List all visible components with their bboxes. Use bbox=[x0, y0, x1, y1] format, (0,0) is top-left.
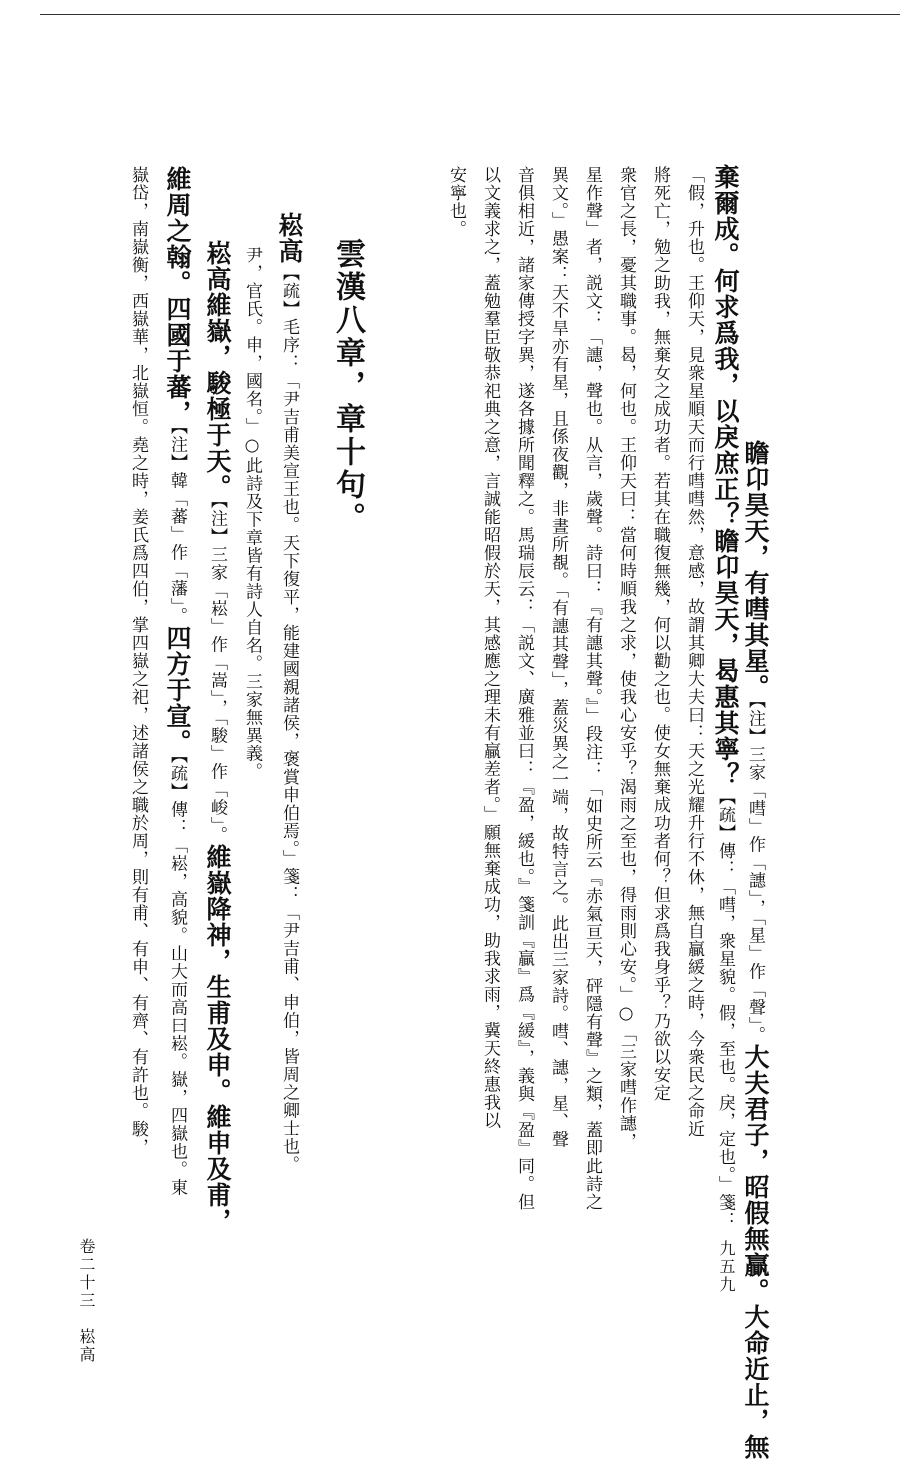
annotation-text: 【注】韓「蕃」作「藩」。 bbox=[167, 426, 187, 625]
annotation-text: 星作聲」者，説文：「譓，聲也。从言，歲聲。詩曰：『有譓其聲。』」段注：「如史所云『赤氣亘天，砰隱有聲』之類，蓋即此詩之 bbox=[582, 166, 602, 1211]
text-column-new-3 bbox=[198, 240, 232, 1234]
annotation-text: 【注】三家「嘒」作「譓」，「星」作「聲」。 bbox=[745, 700, 765, 1044]
annotation-text: 嶽岱，南嶽衡，西嶽華，北嶽恒。堯之時，姜氏爲四伯，掌四嶽之祀，述諸侯之職於周，則有甫、有申、有齊、有許也。駿， bbox=[128, 166, 148, 1156]
verse-text: 維嶽降神，生甫及申。維申及甫， bbox=[203, 844, 232, 1234]
text-column-prev-2 bbox=[706, 164, 740, 1230]
text-column-prev-9 bbox=[474, 166, 498, 1212]
text-column-prev-6 bbox=[576, 166, 600, 1212]
text-column-prev-1 bbox=[736, 440, 770, 1460]
poem-title: 崧高 bbox=[275, 212, 304, 264]
annotation-text: 衆官之長，憂其職事。曷，何也。王仰天曰：當何時順我之求，使我心安乎？渴雨之至也，得雨則心安。」○「三家嘒作譓， bbox=[616, 166, 636, 1151]
annotation-text: 【疏】毛序：「尹吉甫美宣王也。天下復平，能建國親諸侯，褒賞申伯焉。」箋：「尹吉甫、申伯，皆周之卿士也。 bbox=[279, 264, 299, 1174]
annotation-text: 安寧也。 bbox=[446, 166, 466, 238]
text-column-new-1 bbox=[272, 212, 302, 1212]
verse-text: 棄爾成。何求爲我，以戾庶正？瞻卬昊天，曷惠其寧？ bbox=[711, 164, 740, 788]
verse-text: 崧高維嶽，駿極于天。 bbox=[203, 240, 232, 500]
annotation-text: 以文義求之，蓋勉羣臣敬恭祀典之意，言誠能昭假於天，其感應之理未有贏差者。」願無棄成功，助我求雨，冀天終惠我以 bbox=[480, 166, 500, 1130]
annotation-text: 「假，升也。王仰天，見衆星順天而行嘒嘒然，意感，故謂其卿大夫曰：天之光耀升行不休，無自贏緩之時，今衆民之命近 bbox=[684, 166, 704, 1138]
annotation-text: 音俱相近，諸家傳授字異，遂各據所聞釋之。馬瑞辰云：「説文、廣雅並曰：『盈，緩也。』箋訓『贏』爲『緩』，義與『盈』同。但 bbox=[514, 166, 534, 1211]
annotation-text: 將死亡，勉之助我，無棄女之成功者。若其在職復無幾，何以勸之也。使女無棄成功者何？但求爲我身乎？乃欲以安定 bbox=[650, 166, 670, 1102]
text-column-prev-8 bbox=[508, 166, 532, 1212]
verse-text: 四方于宣。 bbox=[163, 625, 192, 755]
chapter-summary bbox=[326, 238, 365, 535]
chapter-summary-text: 雲漢八章，章十句。 bbox=[330, 238, 365, 535]
verse-text: 維周之翰。四國于蕃， bbox=[163, 166, 192, 426]
text-column-prev-4 bbox=[644, 166, 668, 1212]
annotation-text: 【疏】傳：「嘒，衆星貌。假，至也。戾，定也。」箋： bbox=[715, 788, 735, 1230]
text-column-prev-10 bbox=[440, 166, 464, 286]
annotation-text: 【注】三家「崧」作「嵩」，「駿」作「峻」。 bbox=[207, 500, 227, 844]
text-column-prev-3 bbox=[678, 166, 702, 1212]
text-column-new-4 bbox=[158, 166, 190, 1216]
annotation-text: 異文。」愚案：天不旱亦有星，且係夜觀，非晝所覩。「有譓其聲」，蓋災異之一端，故特言之。此出三家詩。嘒、譓，星、聲 bbox=[548, 166, 568, 1149]
text-column-prev-7 bbox=[542, 166, 566, 1212]
page-number: 九五九 bbox=[717, 1240, 736, 1294]
text-column-prev-5 bbox=[610, 166, 634, 1212]
verse-text: 瞻卬昊天，有嘒其星。 bbox=[741, 440, 770, 700]
running-footer: 卷二十三 崧高 bbox=[77, 1238, 96, 1364]
verse-text: 大夫君子，昭假無贏。大命近止，無 bbox=[741, 1044, 770, 1460]
text-column-new-5 bbox=[122, 166, 146, 1216]
annotation-text: 【疏】傳：「崧，高貌。山大而高曰崧。嶽，四嶽也。東 bbox=[167, 755, 187, 1197]
text-column-new-2 bbox=[236, 246, 260, 846]
annotation-text: 尹，官氏。申，國名。」○此詩及下章皆有詩人自名。三家無異義。 bbox=[242, 246, 262, 781]
